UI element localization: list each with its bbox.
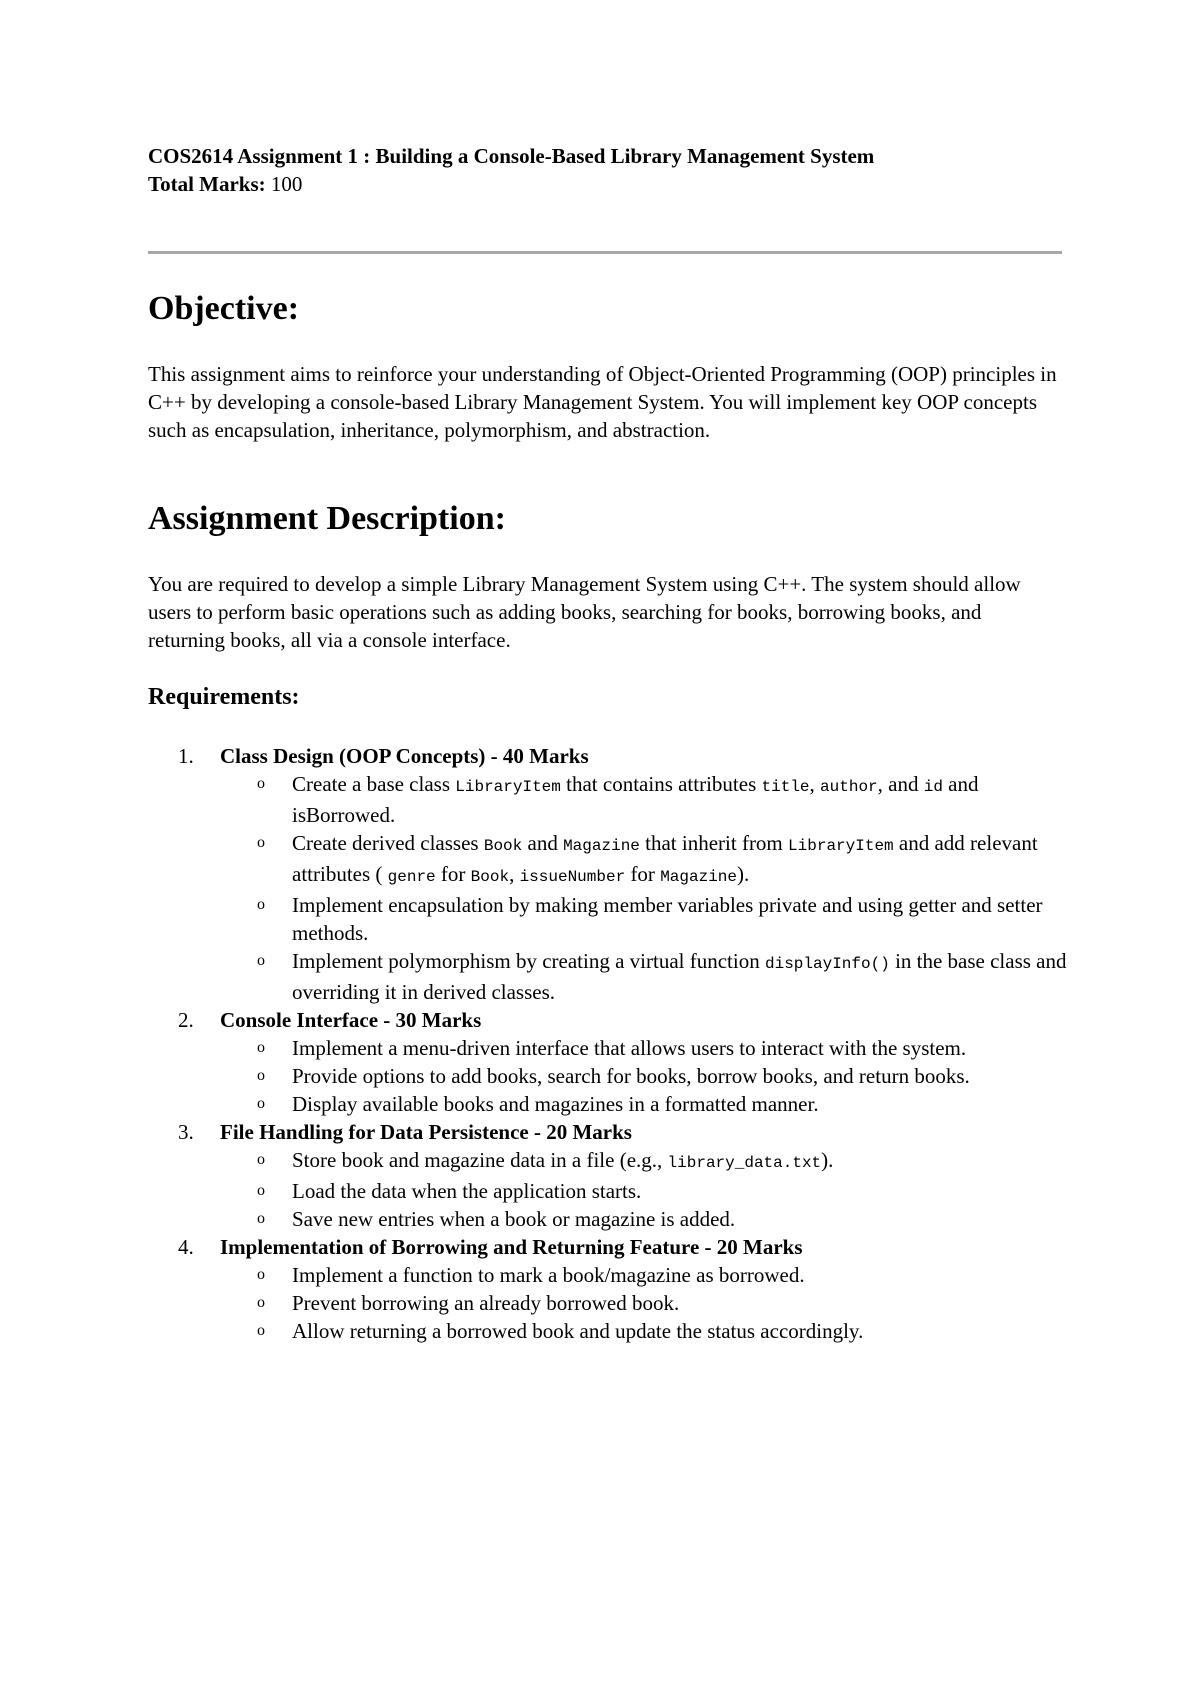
bullet-icon: o bbox=[257, 1095, 265, 1112]
code-span: Magazine bbox=[660, 868, 737, 886]
requirement-number: 4. bbox=[178, 1235, 194, 1259]
requirements-heading: Requirements: bbox=[148, 684, 300, 710]
requirement-sublist bbox=[220, 770, 1068, 1006]
code-span: LibraryItem bbox=[455, 778, 561, 796]
sub-item: o Implement a menu-driven interface that allows users to interact with the system. bbox=[257, 1036, 967, 1060]
code-span: Magazine bbox=[563, 837, 640, 855]
code-span: LibraryItem bbox=[788, 837, 894, 855]
requirement-title: Class Design (OOP Concepts) - 40 Marks bbox=[220, 744, 589, 768]
sub-item: o Implement a function to mark a book/magazine as borrowed. bbox=[257, 1263, 805, 1287]
code-span: genre bbox=[387, 868, 436, 886]
bullet-icon: o bbox=[257, 1210, 265, 1227]
sub-item: o Implement encapsulation by making member variables private and using getter and setter methods. bbox=[257, 893, 1043, 945]
requirement-item bbox=[148, 1118, 1068, 1233]
requirement-item bbox=[148, 742, 1068, 1006]
bullet-icon: o bbox=[257, 896, 265, 913]
sub-item: o Load the data when the application starts. bbox=[257, 1179, 642, 1203]
code-span: issueNumber bbox=[519, 868, 626, 886]
requirement-number: 2. bbox=[178, 1008, 194, 1032]
total-marks-label: Total Marks: bbox=[148, 172, 266, 196]
bullet-icon: o bbox=[257, 1151, 265, 1168]
objective-paragraph: This assignment aims to reinforce your understanding of Object-Oriented Programming (OOP) principles in C++ by developing a console-based Library Management System. You will implement key OOP concepts such as encapsulation, inheritance, polymorphism, and abstraction. bbox=[148, 362, 1057, 442]
bullet-icon: o bbox=[257, 1039, 265, 1056]
header-block bbox=[148, 142, 874, 198]
requirement-item bbox=[148, 1006, 1068, 1118]
total-marks-value: 100 bbox=[265, 172, 303, 196]
requirement-item bbox=[148, 1233, 1068, 1345]
requirement-number: 1. bbox=[178, 744, 194, 768]
sub-item: o Store book and magazine data in a file (e.g., library_data.txt). bbox=[257, 1148, 834, 1172]
total-marks bbox=[148, 170, 874, 198]
objective-heading: Objective: bbox=[148, 290, 300, 327]
code-span: author bbox=[820, 778, 878, 796]
sub-item: o Create a base class LibraryItem that contains attributes title, author, and id and isBorrowed. bbox=[257, 772, 979, 827]
requirement-title: Implementation of Borrowing and Returning Feature - 20 Marks bbox=[220, 1235, 803, 1259]
requirement-sublist bbox=[220, 1034, 1068, 1118]
sub-item: o Display available books and magazines in a formatted manner. bbox=[257, 1092, 819, 1116]
requirement-title: Console Interface - 30 Marks bbox=[220, 1008, 482, 1032]
requirements-list bbox=[148, 742, 1068, 1345]
code-span: Book bbox=[483, 837, 523, 855]
description-paragraph: You are required to develop a simple Library Management System using C++. The system should allow users to perform basic operations such as adding books, searching for books, borrowing books, and returning books, all via a console interface. bbox=[148, 572, 1021, 652]
bullet-icon: o bbox=[257, 1266, 265, 1283]
requirement-number: 3. bbox=[178, 1120, 194, 1144]
bullet-icon: o bbox=[257, 1067, 265, 1084]
bullet-icon: o bbox=[257, 1182, 265, 1199]
code-span: Book bbox=[470, 868, 510, 886]
bullet-icon: o bbox=[257, 775, 265, 792]
requirement-sublist bbox=[220, 1261, 1068, 1345]
bullet-icon: o bbox=[257, 834, 265, 851]
sub-item: o Save new entries when a book or magazine is added. bbox=[257, 1207, 736, 1231]
sub-item: o Provide options to add books, search for books, borrow books, and return books. bbox=[257, 1064, 970, 1088]
sub-item: o Implement polymorphism by creating a virtual function displayInfo() in the base class and overriding it in derived classes. bbox=[257, 949, 1067, 1004]
requirement-sublist bbox=[220, 1146, 1068, 1233]
assignment-title: COS2614 Assignment 1 : Building a Console-Based Library Management System bbox=[148, 144, 875, 168]
code-span: title bbox=[761, 778, 810, 796]
sub-item: o Create derived classes Book and Magazine that inherit from LibraryItem and add relevant attributes ( genre for Book, issueNumber for Magazine). bbox=[257, 831, 1038, 886]
code-span: id bbox=[923, 778, 943, 796]
description-heading: Assignment Description: bbox=[148, 500, 506, 537]
sub-item: o Allow returning a borrowed book and update the status accordingly. bbox=[257, 1319, 864, 1343]
code-span: library_data.txt bbox=[667, 1154, 822, 1172]
bullet-icon: o bbox=[257, 952, 265, 969]
horizontal-rule bbox=[148, 251, 1062, 254]
bullet-icon: o bbox=[257, 1294, 265, 1311]
bullet-icon: o bbox=[257, 1322, 265, 1339]
requirement-title: File Handling for Data Persistence - 20 Marks bbox=[220, 1120, 632, 1144]
code-span: displayInfo() bbox=[764, 955, 890, 973]
sub-item: o Prevent borrowing an already borrowed book. bbox=[257, 1291, 680, 1315]
